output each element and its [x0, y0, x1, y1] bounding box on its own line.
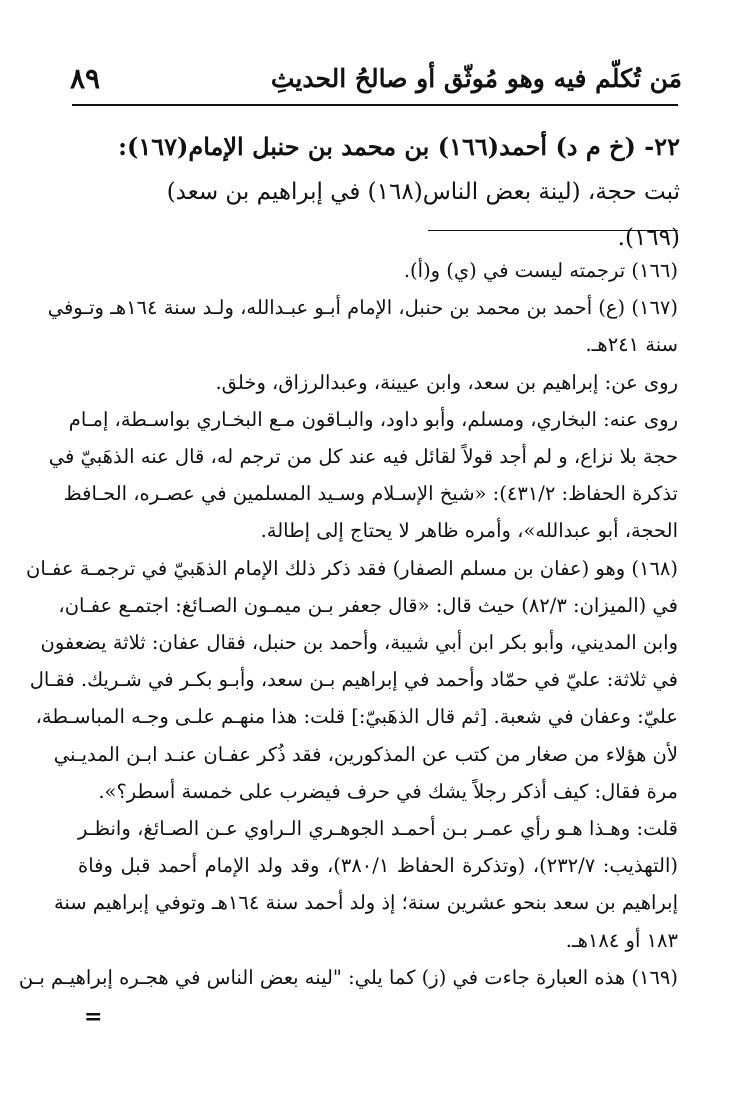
page-header: [70, 52, 682, 104]
footnote-line: في ثلاثة: عليّ في حمّاد وأحمد في إبراهيم بـن سعد، وأبـو بكـر في شـريك. فقـال: [29, 668, 678, 692]
biography-entry: [110, 125, 680, 261]
footnote-line: الحجة، أبو عبدالله»، وأمره ظاهر لا يحتاج إلى إطالة.: [260, 519, 678, 543]
entry-heading: ٢٢- (خ م د) أحمد(١٦٦) بن محمد بن حنبل الإمام(١٦٧):: [118, 132, 680, 161]
footnote-line: روى عن: إبراهيم بن سعد، وابن عيينة، وعبدالرزاق، وخلق.: [215, 370, 678, 394]
continuation-mark: =: [84, 1004, 103, 1030]
footnote-line: (التهذيب: ٢٣٢/٧)، (وتذكرة الحفاظ ٣٨٠/١)، وقد ولد الإمام أحمد قبل وفاة: [78, 854, 678, 878]
footnote-line: (١٦٦) ترجمته ليست في (ي) و(أ).: [403, 259, 678, 282]
footnotes: [18, 252, 678, 996]
footnote-line: ١٨٣ أو ١٨٤هـ.: [565, 928, 678, 952]
footnote-line: تذكرة الحفاظ: ٤٣١/٢): «شيخ الإسـلام وسـيد المسلمين في عصـره، الحـافظ: [63, 482, 678, 506]
running-title: مَن تُكلّم فيه وهو مُوثّق أو صالحُ الحديثِ: [270, 63, 682, 93]
footnote-line: حجة بلا نزاع، و لم أجد قولاً لقائل فيه عند كل من ترجم له، قال عنه الذهَبيّ في: [48, 445, 678, 469]
footnote-separator: [428, 230, 678, 231]
footnote-line: لأن هؤلاء من صغار من كتب عن المذكورين، فقد ذُكر عفـان عنـد ابـن المديـني: [53, 742, 678, 766]
footnote-line: روى عنه: البخاري، ومسلم، وأبو داود، والبـاقون مـع البخـاري بواسـطة، إمـام: [68, 407, 678, 431]
footnote-line: (١٦٨) وهو (عفان بن مسلم الصفار) فقد ذكر ذلك الإمام الذهَبيّ في ترجمـة عفـان: [26, 556, 678, 580]
footnote-line: (١٦٩) هذه العبارة جاءت في (ز) كما يلي: "لينه بعض الناس في هجـره إبراهيـم بـن: [18, 965, 678, 989]
footnote-line: عليّ: وعفان في شعبة. [ثم قال الذهَبيّ:] قلت: هذا منهـم علـى وجـه المباسـطة،: [35, 705, 678, 729]
footnote-line: في (الميزان: ٨٢/٣) حيث قال: «قال جعفر بـن ميمـون الصـائغ: اجتمـع عفـان،: [58, 593, 678, 617]
footnote-line: مرة فقال: كيف أذكر رجلاً يشك في حرف فيضرب على خمسة أسطر؟».: [98, 779, 678, 803]
header-rule: [72, 104, 678, 106]
footnote-line: وابن المديني، وأبو بكر ابن أبي شيبة، وأحمد بن حنبل، فقال عفان: ثلاثة يضعفون: [40, 631, 678, 655]
entry-text: ثبت حجة، (لينة بعض الناس(١٦٨) في إبراهيم بن سعد)(١٦٩).: [166, 179, 680, 251]
page-number: ٨٩: [70, 61, 101, 95]
footnote-line: (١٦٧) (ع) أحمد بن محمد بن حنبل، الإمام أبـو عبـدالله، ولـد سنة ١٦٤هـ وتـوفي: [47, 296, 678, 320]
footnote-line: سنة ٢٤١هـ.: [585, 333, 678, 357]
footnote-line: إبراهيم بن سعد بنحو عشرين سنة؛ إذ ولد أحمد سنة ١٦٤هـ وتوفي إبراهيم سنة: [53, 891, 678, 915]
footnote-line: قلت: وهـذا هـو رأي عمـر بـن أحمـد الجوهـري الـراوي عـن الصـائغ، وانظـر: [78, 817, 678, 841]
